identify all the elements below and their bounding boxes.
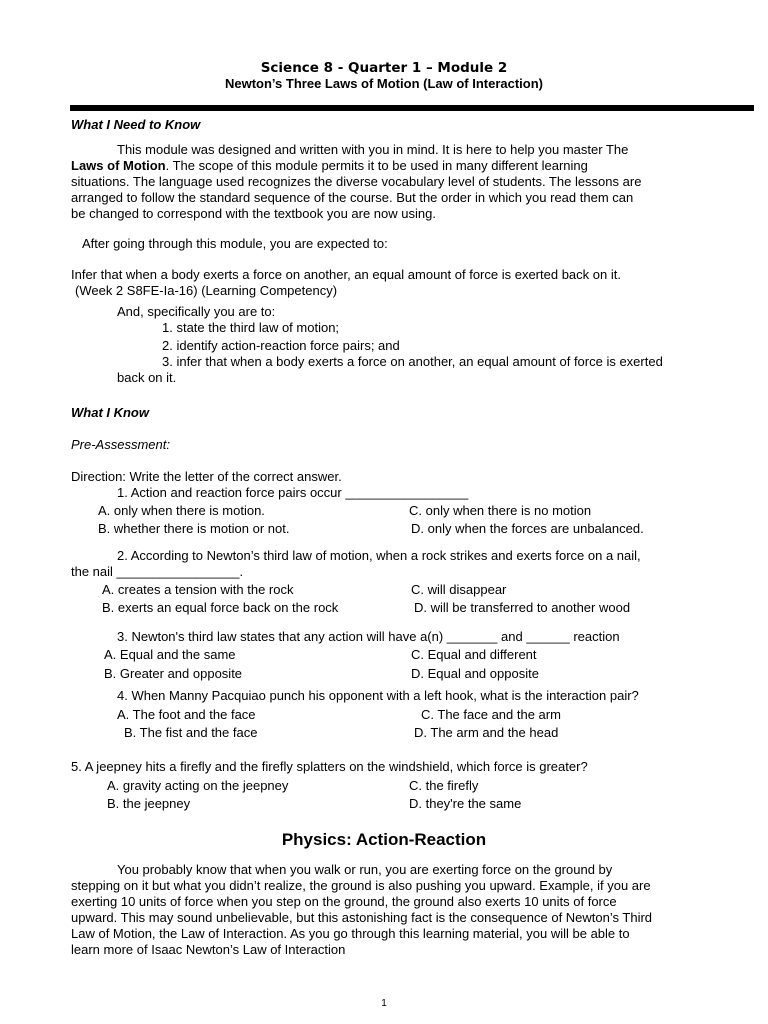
q2-option-b: B. exerts an equal force back on the rock (102, 600, 339, 615)
expected-line: After going through this module, you are expected to: (82, 236, 388, 251)
q5-option-c: C. the firefly (409, 778, 479, 793)
q4-option-c: C. The face and the arm (421, 707, 561, 722)
competency-line-1: Infer that when a body exerts a force on another, an equal amount of force is exerted back on it. (71, 267, 621, 282)
q1-option-b: B. whether there is motion or not. (98, 521, 290, 536)
q5-option-b: B. the jeepney (107, 796, 191, 811)
physics-heading: Physics: Action-Reaction (281, 830, 487, 849)
question-2-continued: the nail _________________. (71, 564, 244, 579)
physics-line-4: upward. This may sound unbelievable, but this astonishing fact is the consequence of Newton’s Third (71, 910, 653, 925)
q5-option-d: D. they're the same (409, 796, 522, 811)
intro-line-3: situations. The language used recognizes the diverse vocabulary level of students. The lessons are (71, 174, 642, 189)
question-2: 2. According to Newton’s third law of motion, when a rock strikes and exerts force on a nail, (117, 548, 641, 563)
objective-2: 2. identify action-reaction force pairs; and (162, 338, 400, 353)
q1-option-a: A. only when there is motion. (98, 503, 265, 518)
page-title: Science 8 - Quarter 1 – Module 2 (260, 60, 508, 76)
q2-option-d: D. will be transferred to another wood (414, 600, 631, 615)
intro-line-1: This module was designed and written with you in mind. It is here to help you master The (117, 142, 629, 157)
q4-option-d: D. The arm and the head (414, 725, 559, 740)
objective-3: 3. infer that when a body exerts a force on another, an equal amount of force is exerted (162, 354, 663, 369)
competency-line-2: (Week 2 S8FE-Ia-16) (Learning Competency) (75, 283, 338, 298)
question-4: 4. When Manny Pacquiao punch his opponent with a left hook, what is the interaction pair? (117, 688, 639, 703)
page-subtitle: Newton’s Three Laws of Motion (Law of Interaction) (224, 76, 544, 91)
question-5: 5. A jeepney hits a firefly and the firefly splatters on the windshield, which force is greater? (71, 759, 588, 774)
physics-line-3: exerting 10 units of force when you step on the ground, the ground also exerts 10 units of force (71, 894, 617, 909)
header-rule (70, 105, 754, 111)
q2-option-c: C. will disappear (411, 582, 507, 597)
q1-option-d: D. only when the forces are unbalanced. (411, 521, 644, 536)
q4-option-b: B. The fist and the face (124, 725, 258, 740)
specifically-line: And, specifically you are to: (117, 304, 276, 319)
intro-line-2-rest: . The scope of this module permits it to be used in many different learning (165, 158, 588, 173)
q4-option-a: A. The foot and the face (117, 707, 256, 722)
intro-line-5: be changed to correspond with the textbook you are now using. (71, 206, 436, 221)
question-1: 1. Action and reaction force pairs occur _________________ (117, 485, 469, 500)
intro-line-2 (71, 158, 588, 173)
q5-option-a: A. gravity acting on the jeepney (107, 778, 289, 793)
q3-option-b: B. Greater and opposite (104, 666, 243, 681)
objective-1: 1. state the third law of motion; (162, 320, 340, 335)
intro-line-4: arranged to follow the standard sequence of the course. But the order in which you read them can (71, 190, 634, 205)
q3-option-c: C. Equal and different (411, 647, 537, 662)
q2-option-a: A. creates a tension with the rock (102, 582, 294, 597)
physics-line-1: You probably know that when you walk or run, you are exerting force on the ground by (117, 862, 613, 877)
objective-3-continued: back on it. (117, 370, 177, 385)
physics-line-2: stepping on it but what you didn’t realize, the ground is also pushing you upward. Example, if you are (71, 878, 651, 893)
q1-option-c: C. only when there is no motion (409, 503, 592, 518)
physics-line-6: learn more of Isaac Newton’s Law of Interaction (71, 942, 346, 957)
page-number: 1 (381, 998, 387, 1009)
laws-of-motion-bold: Laws of Motion (71, 158, 166, 173)
physics-line-5: Law of Motion, the Law of Interaction. As you go through this learning material, you will be able to (71, 926, 630, 941)
q3-option-a: A. Equal and the same (104, 647, 236, 662)
section-heading-what-i-know: What I Know (71, 405, 149, 420)
direction-line: Direction: Write the letter of the correct answer. (71, 469, 342, 484)
pre-assessment-label: Pre-Assessment: (71, 437, 170, 452)
q3-option-d: D. Equal and opposite (411, 666, 539, 681)
question-3: 3. Newton's third law states that any action will have a(n) _______ and ______ reaction (117, 629, 620, 644)
section-heading-need-to-know: What I Need to Know (71, 117, 201, 132)
